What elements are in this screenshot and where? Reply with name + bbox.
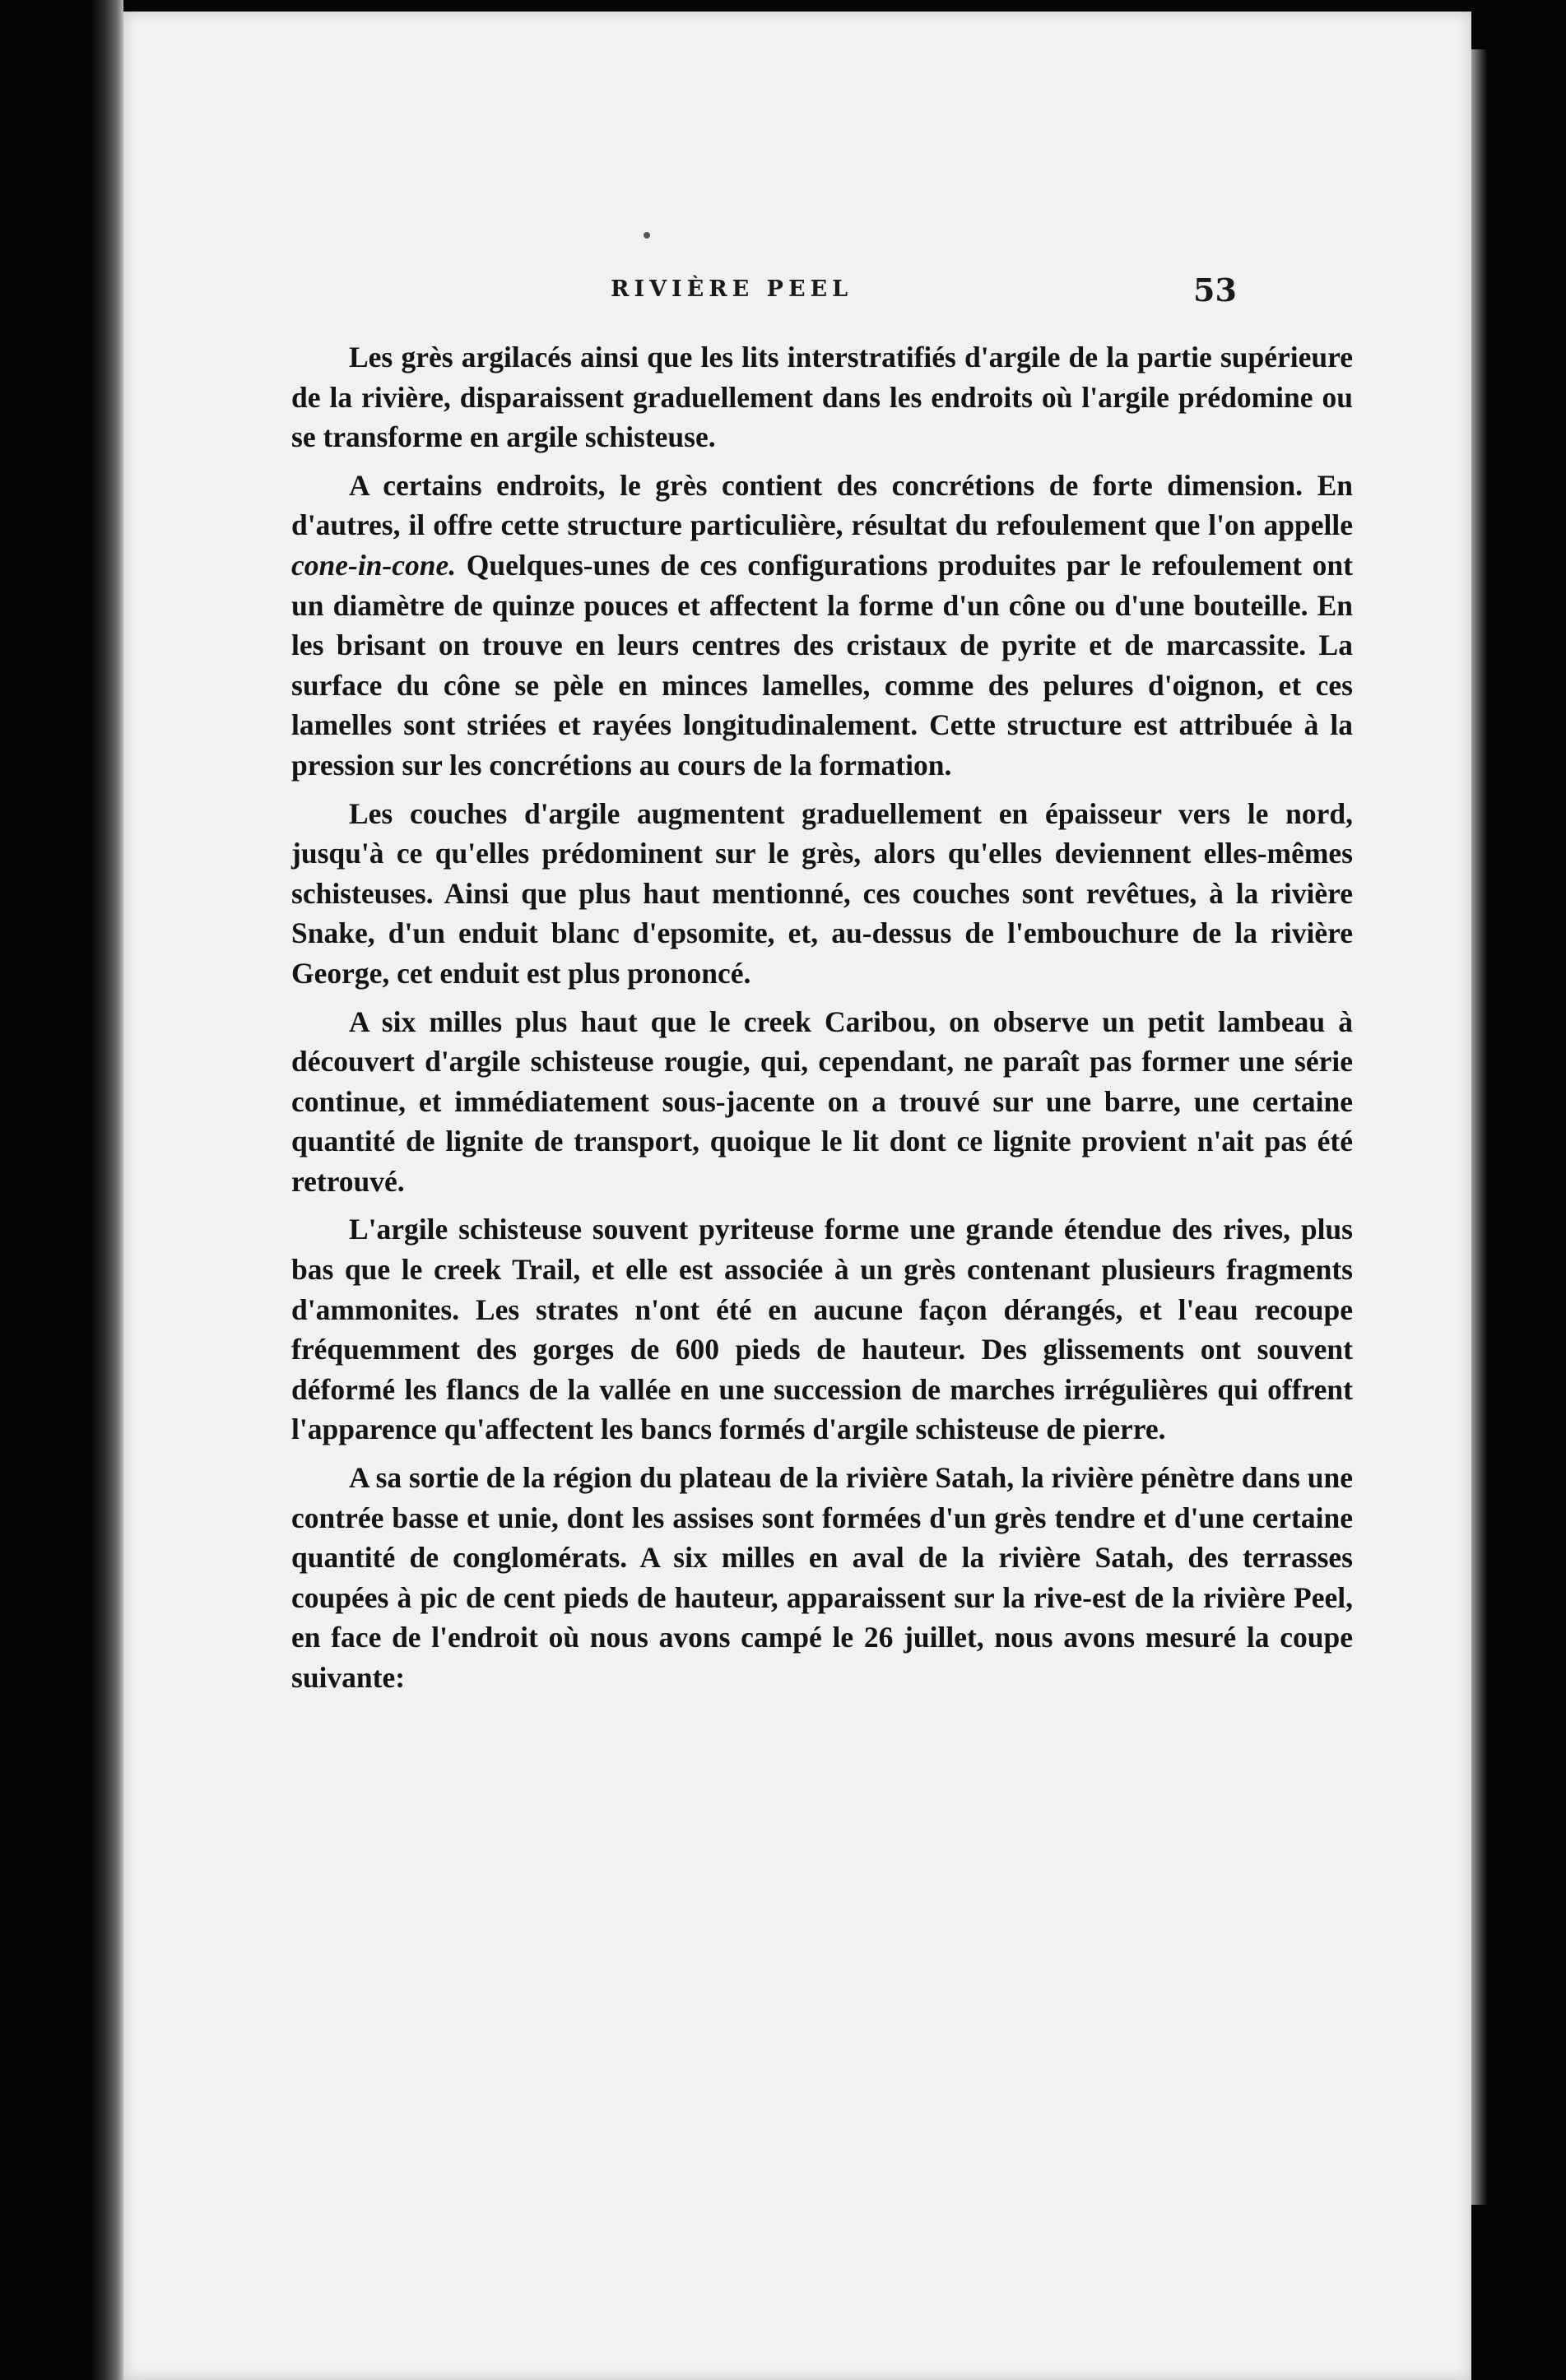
page-edge-shadow bbox=[1471, 49, 1488, 2205]
paragraph: L'argile schisteuse souvent pyriteuse forme une grande étendue des rives, plus bas que le creek Trail, et elle est associée à un grès contenant plusieurs fragments d'ammonites. Les strates n'ont été en aucune façon dérangés, et l'eau recoupe fréquemment des gorges de 600 pieds de hauteur. Des glissements ont souvent déformé les flancs de la vallée en une succession de marches irrégulières qui offrent l'apparence qu'affectent les bancs formés d'argile schisteuse de pierre. bbox=[291, 1213, 1353, 1446]
paragraph: A six milles plus haut que le creek Caribou, on observe un petit lambeau à découvert d'argile schisteuse rougie, qui, cependant, ne paraît pas former une série continue, et immédiatement sous-jacente on a trouvé sur une barre, une certaine quantité de lignite de transport, quoique le lit dont ce lignite provient n'ait pas été retrouvé. bbox=[291, 1004, 1353, 1198]
paragraph: Les couches d'argile augmentent graduellement en épaisseur vers le nord, jusqu'à ce qu'elles prédominent sur le grès, alors qu'elles deviennent elles-mêmes schisteuses. Ainsi que plus haut mentionné, ces couches sont revêtues, à la rivière Snake, d'un enduit blanc d'epsomite, et, au-dessus de l'embouchure de la rivière George, cet enduit est plus prononcé. bbox=[291, 796, 1353, 990]
italic-term: cone-in-cone. bbox=[291, 548, 457, 582]
page-header bbox=[123, 271, 1471, 309]
page-number: 53 bbox=[1193, 271, 1237, 309]
paragraph: Les grès argilacés ainsi que les lits interstratifiés d'argile de la partie supérieure de la rivière, disparaissent graduellement dans les endroits où l'argile prédomine ou se transforme en argile schisteuse. bbox=[291, 341, 1353, 454]
paragraph-text: A certains endroits, le grès contient des concrétions de forte dimension. En d'autres, il offre cette structure particulière, résultat du refoulement que l'on appelle bbox=[291, 468, 1353, 542]
running-title: RIVIÈRE PEEL bbox=[611, 276, 853, 302]
paragraph: A sa sortie de la région du plateau de la rivière Satah, la rivière pénètre dans une contrée basse et unie, dont les assises sont formées d'un grès tendre et d'une certaine quantité de conglomérats. A six milles en aval de la rivière Satah, des terrasses coupées à pic de cent pieds de hauteur, apparaissent sur la rive-est de la rivière Peel, en face de l'endroit où nous avons campé le 26 juillet, nous avons mesuré la coupe suivante: bbox=[291, 1461, 1353, 1694]
body-text bbox=[291, 337, 1353, 1706]
paragraph-text: Quelques-unes de ces configurations produites par le refoulement ont un diamètre de quinze pouces et affectent la forme d'un cône ou d'une bouteille. En les brisant on trouve en leurs centres des cristaux de pyrite et de marcassite. La surface du cône se pèle en minces lamelles, comme des pelures d'oignon, et ces lamelles sont striées et rayées longitudinalement. Cette structure est attribuée à la pression sur les concrétions au cours de la formation. bbox=[291, 548, 1353, 782]
book-binding-shadow bbox=[92, 0, 123, 2380]
book-page bbox=[123, 12, 1471, 2380]
ink-speck bbox=[644, 232, 650, 239]
paragraph bbox=[291, 466, 1353, 786]
